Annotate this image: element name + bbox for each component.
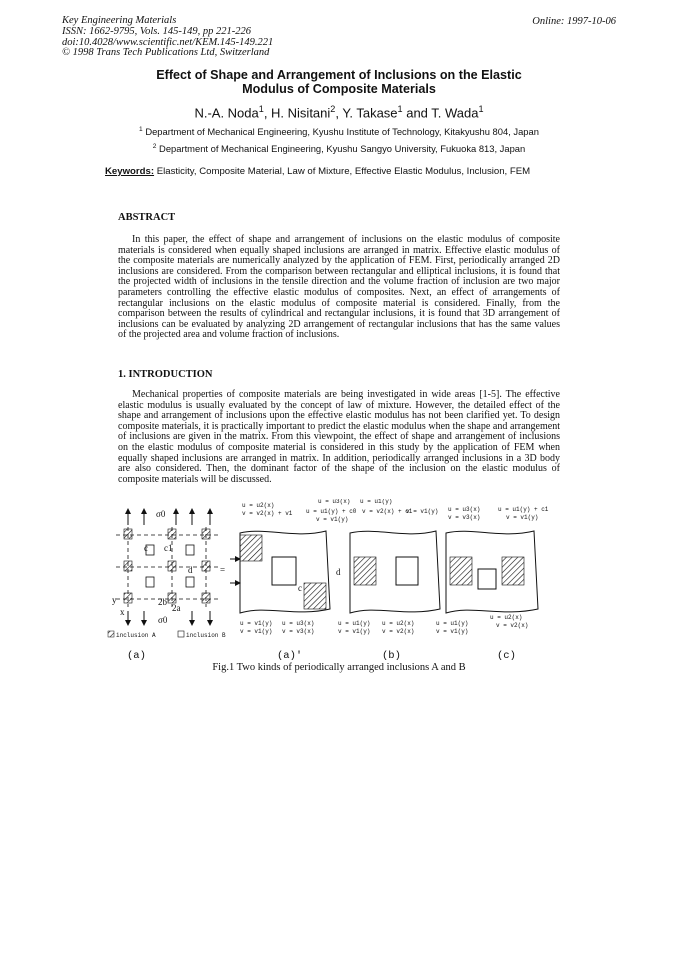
figure-caption: Fig.1 Two kinds of periodically arranged inclusions A and B xyxy=(212,662,466,673)
inclusion-grid xyxy=(116,527,218,607)
sublabel-b: (b) xyxy=(382,650,401,662)
keywords xyxy=(105,166,560,177)
sublabel-c: (c) xyxy=(497,650,516,662)
online-date: Online: 1997-10-06 xyxy=(532,16,616,27)
sigma-top-label: σ0 xyxy=(156,509,166,519)
bc-b-bottom-1: u = u1(y) xyxy=(338,620,371,627)
copyright-line: © 1998 Trans Tech Publications Ltd, Switzerland xyxy=(62,47,270,59)
axis-y: y xyxy=(112,595,117,605)
issn-line: ISSN: 1662-9795, Vols. 145-149, pp 221-226 xyxy=(62,25,251,37)
separator-and: and xyxy=(402,105,432,121)
bc-b-top-1: u = u3(x) xyxy=(318,499,351,505)
bc-a-bottom-4: v = v3(x) xyxy=(282,628,315,635)
journal-header xyxy=(62,16,273,59)
intro-heading: 1. INTRODUCTION xyxy=(118,369,213,380)
legend-a: inclusion A xyxy=(116,632,156,639)
title-line-1: Effect of Shape and Arrangement of Inclusions on the Elastic xyxy=(156,68,522,82)
intro-body: Mechanical properties of composite materials are being investigated in wide areas [1-5]. The effective elastic modulus is usually evaluated by the concept of law of mixture. However, the detailed effect of the shape and arrangement of inclusions upon the effective elastic modulus has not been clarified yet. To design composite materials, it is practically important to predict the elastic modulus when the shape and arrangement of inclusions are given in the matrix. From this viewpoint, the effect of shape and arrangement of inclusions on the elastic modulus of composite material is considered in this study by the application of FEM when equally shaped inclusions are arranged in matrix. In addition, periodically arranged inclusions in a 3D body are also considered. Then, the dominant factor of the shape of the inclusion on the elastic modulus of composite materials will be discussed. xyxy=(118,389,560,485)
panel-c xyxy=(436,506,549,635)
sigma-arrows-top xyxy=(128,509,210,525)
abstract-heading: ABSTRACT xyxy=(118,212,176,223)
doi-line: doi:10.4028/www.scientific.net/KEM.145-149.221 xyxy=(62,36,274,48)
bc-c-bottom-3: u = u2(x) xyxy=(490,614,523,621)
bc-a-left: v = v1(y) xyxy=(316,516,349,523)
bc-a-top-2: v = v2(x) + v1 xyxy=(242,510,293,517)
bc-b-top-2: u = u1(y) xyxy=(360,499,393,505)
keywords-text: Elasticity, Composite Material, Law of Mixture, Effective Elastic Modulus, Inclusion, FEM xyxy=(156,166,531,177)
author-4: T. Wada xyxy=(431,105,479,121)
bc-b-bottom-3: u = u2(x) xyxy=(382,620,415,627)
legend-a-swatch xyxy=(108,631,114,637)
legend-b-swatch xyxy=(178,631,184,637)
author-1-affil: 1 xyxy=(258,104,264,114)
author-4-affil: 1 xyxy=(478,104,484,114)
paper-title xyxy=(90,68,588,96)
legend-b: inclusion B xyxy=(186,632,226,639)
bc-b-bottom-4: v = v2(x) xyxy=(382,628,415,635)
affiliation-2 xyxy=(80,143,598,154)
title-line-2: Modulus of Composite Materials xyxy=(242,82,436,96)
affiliation-2-number: 2 xyxy=(152,143,157,150)
affiliation-1-number: 1 xyxy=(139,126,143,133)
dim-2a: 2a xyxy=(172,603,181,613)
bc-c-bottom-2: v = v1(y) xyxy=(436,628,469,635)
sigma-bottom-label: σ0 xyxy=(158,615,168,625)
bc-b-top-4: v = v2(x) + c1 xyxy=(362,508,413,515)
dim-2b: 2b xyxy=(158,597,167,607)
affiliation-1 xyxy=(80,126,598,137)
bc-c-bottom-1: u = u1(y) xyxy=(436,620,469,627)
figure-1 xyxy=(106,499,576,639)
sublabel-a-prime: (a)' xyxy=(277,650,303,662)
affiliation-1-text: Department of Mechanical Engineering, Kyushu Institute of Technology, Kitakyushu 804, Japan xyxy=(145,126,539,138)
bc-c-top-3: u = u1(y) + c1 xyxy=(498,506,549,513)
sublabel-a: (a) xyxy=(127,650,146,662)
bc-c-top-1: u = u3(x) xyxy=(448,506,481,513)
bc-a-bottom-2: v = v1(y) xyxy=(240,628,273,635)
abstract-body: In this paper, the effect of shape and arrangement of inclusions on the elastic modulus of composite materials is considered when equally shaped inclusions are arranged in matrix. Effective elastic modulus of the composite materials are numerically analyzed by the application of FEM. First, periodically arranged 2D inclusions are considered. From the comparison between rectangular and elliptical inclusions, it is found that the projected width of inclusions in the tensile direction and the volume fraction of inclusion are two major parameters controlling the effective elastic modulus of composites. Next, an effect of arrangements of rectangular inclusions on the elastic modulus of composite material is considered. Finally, from the comparison between the results of cylindrical and rectangular inclusions, it is found that 3D arrangement of inclusions can be evaluated by analyzing 2D arrangement of rectangular inclusions that has the same values of the projected area and volume fraction of inclusions. xyxy=(118,234,560,341)
cell-d: d xyxy=(336,567,341,577)
bc-b-top-3: u = u1(y) + c0 xyxy=(306,508,357,515)
author-list xyxy=(90,104,588,120)
bc-c-top-4: v = v1(y) xyxy=(506,514,539,521)
bc-a-bottom-1: u = v1(y) xyxy=(240,620,273,627)
dim-c: c xyxy=(144,543,148,553)
keywords-label: Keywords: xyxy=(105,166,155,177)
bc-c-top-2: v = v3(x) xyxy=(448,514,481,521)
bc-a-top-1: u = u2(x) xyxy=(242,502,275,509)
affiliation-2-text: Department of Mechanical Engineering, Kyushu Sangyo University, Fukuoka 813, Japan xyxy=(159,143,526,155)
dim-d: d xyxy=(188,565,193,575)
bc-b-bottom-2: v = v1(y) xyxy=(338,628,371,635)
axis-x: x xyxy=(120,607,125,617)
author-2: H. Nisitani xyxy=(271,105,331,121)
author-3: Y. Takase xyxy=(342,105,398,121)
sigma-arrows-bottom xyxy=(128,611,210,625)
separator: , xyxy=(263,105,272,121)
journal-name: Key Engineering Materials xyxy=(62,15,177,26)
equals-sign: = xyxy=(220,565,226,575)
author-3-affil: 1 xyxy=(397,104,403,114)
bc-a-bottom-3: u = u3(x) xyxy=(282,620,315,627)
bc-c-bottom-4: v = v2(x) xyxy=(496,622,529,629)
cell-c: c xyxy=(298,583,302,593)
panel-a xyxy=(108,509,226,639)
dim-c1: c1 xyxy=(164,543,173,553)
author-1: N.-A. Noda xyxy=(194,105,259,121)
bc-b-top-5: v = v1(y) xyxy=(406,508,439,515)
author-2-affil: 2 xyxy=(330,104,336,114)
panel-a-prime xyxy=(230,502,348,635)
separator: , xyxy=(335,105,343,121)
